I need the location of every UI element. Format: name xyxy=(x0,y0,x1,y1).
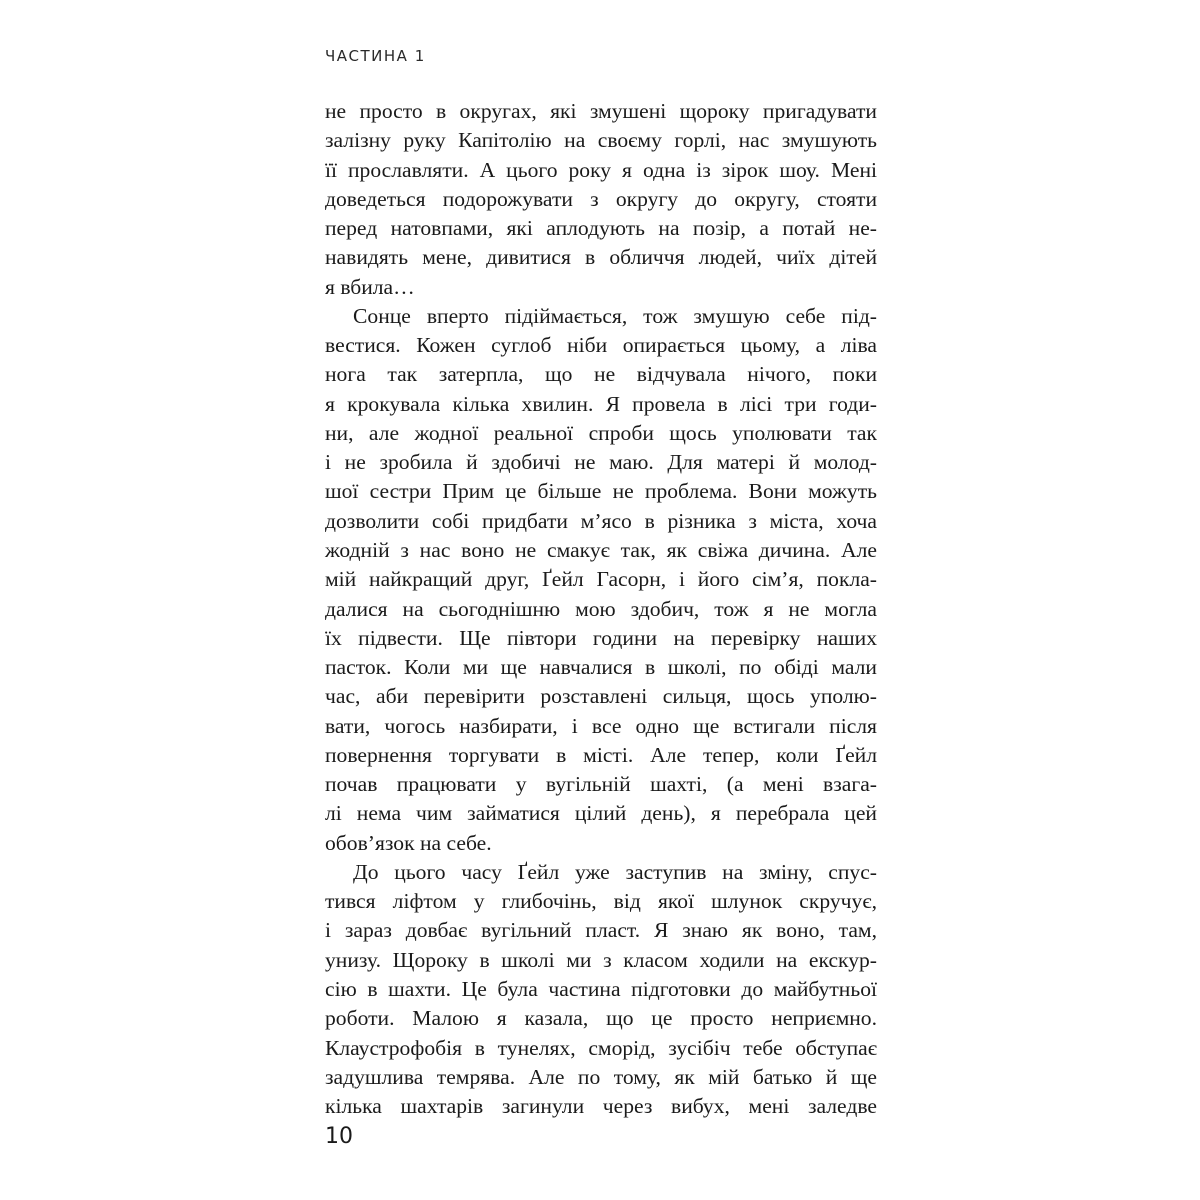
text-line: нога так затерпла, що не відчувала нічого, поки xyxy=(325,362,877,387)
text-line: я вбила… xyxy=(325,274,415,299)
text-line: пасток. Коли ми ще навчалися в школі, по обіді мали xyxy=(325,655,877,680)
text-line: перед натовпами, які аплодують на позір, а потай не- xyxy=(325,216,877,241)
text-line: доведеться подорожувати з округу до округу, стояти xyxy=(325,186,877,211)
text-line: дозволити собі придбати м’ясо в різника з міста, хоча xyxy=(325,508,877,533)
paragraph xyxy=(325,97,877,302)
text-line: шої сестри Прим це більше не проблема. Вони можуть xyxy=(325,479,877,504)
text-line: задушлива темрява. Але по тому, як мій батько й ще xyxy=(325,1064,877,1089)
text-line: ни, але жодної реальної спроби щось уполювати так xyxy=(325,420,877,445)
text-line: роботи. Малою я казала, що це просто неприємно. xyxy=(325,1006,877,1031)
text-line: почав працювати у вугільній шахті, (а мені взага- xyxy=(325,772,877,797)
text-line: повернення торгувати в місті. Але тепер, коли Ґейл xyxy=(325,742,877,767)
text-line: навидять мене, дивитися в обличчя людей, чиїх дітей xyxy=(325,245,877,270)
text-line: вестися. Кожен суглоб ніби опирається цьому, а ліва xyxy=(325,333,877,358)
text-line: вати, чогось назбирати, і все одно ще встигали після xyxy=(325,713,877,738)
text-line: тився ліфтом у глибочінь, від якої шлунок скручує, xyxy=(325,889,877,914)
body-text xyxy=(325,97,877,1121)
text-line: унизу. Щороку в школі ми з класом ходили на екскур- xyxy=(325,947,877,972)
text-line: лі нема чим займатися цілий день), я перебрала цей xyxy=(325,801,877,826)
text-line: її прославляти. А цього року я одна із зірок шоу. Мені xyxy=(325,157,877,182)
text-line: я крокувала кілька хвилин. Я провела в лісі три годи- xyxy=(325,391,877,416)
text-line: мій найкращий друг, Ґейл Гасорн, і його сім’я, покла- xyxy=(325,567,877,592)
text-line: До цього часу Ґейл уже заступив на зміну, спус- xyxy=(353,859,877,884)
text-line: Клаустрофобія в тунелях, сморід, зусібіч тебе обступає xyxy=(325,1035,877,1060)
text-line: обов’язок на себе. xyxy=(325,830,492,855)
text-line: залізну руку Капітолію на своєму горлі, нас змушують xyxy=(325,128,877,153)
paragraph xyxy=(325,858,877,1121)
text-line: Сонце вперто підіймається, тож змушую себе під- xyxy=(353,303,877,328)
page-number: 10 xyxy=(325,1124,353,1149)
text-line: далися на сьогоднішню мою здобич, тож я не могла xyxy=(325,596,877,621)
text-line: не просто в округах, які змушені щороку пригадувати xyxy=(325,99,877,123)
running-head: ЧАСТИНА 1 xyxy=(325,47,426,65)
text-line: жодній з нас воно не смакує так, як свіжа дичина. Але xyxy=(325,537,877,562)
text-line: і зараз довбає вугільний пласт. Я знаю як воно, там, xyxy=(325,918,877,943)
text-line: сію в шахти. Це була частина підготовки до майбутньої xyxy=(325,976,877,1001)
paragraph xyxy=(325,302,877,858)
text-line: їх підвести. Ще півтори години на перевірку наших xyxy=(325,625,877,650)
text-line: і не зробила й здобичі не маю. Для матері й молод- xyxy=(325,450,877,475)
text-line: час, аби перевірити розставлені сильця, щось уполю- xyxy=(325,684,877,709)
text-line: кілька шахтарів загинули через вибух, мені заледве xyxy=(325,1094,877,1119)
